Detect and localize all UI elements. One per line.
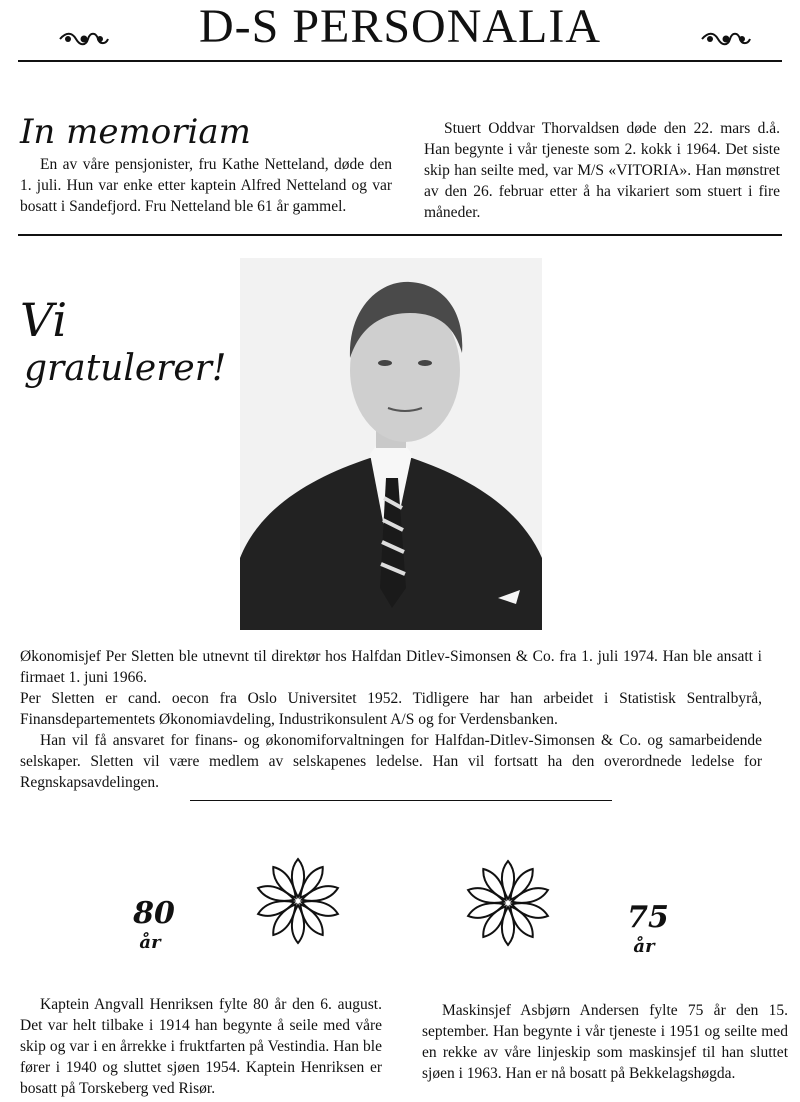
birthday-75-text (422, 1000, 788, 1084)
flower-left-icon (252, 855, 344, 947)
congrats-paragraph: Økonomisjef Per Sletten ble utnevnt til direktør hos Halfdan Ditlev-Simonsen & Co. fra 1. juli 1974. Han ble ansatt i firmaet 1. juni 1966. (20, 648, 762, 686)
birthday-80-paragraph: Kaptein Angvall Henriksen fylte 80 år den 6. august. Det var helt tilbake i 1914 han begynte å seile med våre skip og var i en årrekke i fruktfarten på Vestindia. Han ble fører i 1940 og sluttet sjøen 1954. Kaptein Henriksen er bosatt på Torskeberg ved Risør. (20, 996, 382, 1097)
flower-right-icon (462, 857, 554, 949)
memoriam-left-text (20, 154, 392, 217)
ornament-left-icon (58, 30, 110, 48)
short-rule (190, 800, 612, 801)
header-rule (18, 60, 782, 62)
congrats-heading-line1: Vi (20, 293, 68, 347)
congrats-heading-line2: gratulerer! (24, 348, 227, 389)
birthday-80-text (20, 994, 382, 1099)
page-title: D-S PERSONALIA (198, 0, 602, 53)
age-80-number: 80 (133, 896, 175, 931)
section-rule (18, 234, 782, 236)
congrats-paragraph: Han vil få ansvaret for finans- og økonomiforvaltningen for Halfdan-Ditlev-Simonsen & Co. og samarbeidende selskaper. Sletten vil være medlem av selskapenes ledelse. Han vil fortsatt ha den overordnede ledelse for Regnskapsavdelingen. (20, 732, 762, 791)
memoriam-left-paragraph: En av våre pensjonister, fru Kathe Netteland, døde den 1. juli. Hun var enke etter kaptein Alfred Netteland og var bosatt i Sandefjord. Fru Netteland ble 61 år gammel. (20, 156, 392, 215)
age-75-unit: år (633, 936, 655, 957)
age-80-unit: år (139, 932, 161, 953)
congrats-paragraph: Per Sletten er cand. oecon fra Oslo Universitet 1952. Tidligere har han arbeidet i Statistisk Sentralbyrå, Finansdepartementets Økonomiavdeling, Industrikonsulent A/S og for Verdensbanken. (20, 690, 762, 728)
memoriam-right-paragraph: Stuert Oddvar Thorvaldsen døde den 22. mars d.å. Han begynte i vår tjeneste som 2. kokk i 1964. Det siste skip han seilte med, var M/S «VITORIA». Han mønstret av den 26. februar etter å ha vikariert som stuert i fire måneder. (424, 120, 780, 221)
congrats-text (20, 646, 762, 793)
memoriam-right-text (424, 118, 780, 223)
memoriam-heading: In memoriam (20, 112, 251, 152)
birthday-75-paragraph: Maskinsjef Asbjørn Andersen fylte 75 år den 15. september. Han begynte i vår tjeneste i 1951 og seilte med en rekke av våre linjeskip som maskinsjef til han sluttet sjøen i 1963. Han er nå bosatt på Bekkelagshøgda. (422, 1002, 788, 1082)
ornament-right-icon (700, 30, 752, 48)
age-75-number: 75 (627, 900, 669, 935)
portrait-photo (240, 258, 542, 630)
